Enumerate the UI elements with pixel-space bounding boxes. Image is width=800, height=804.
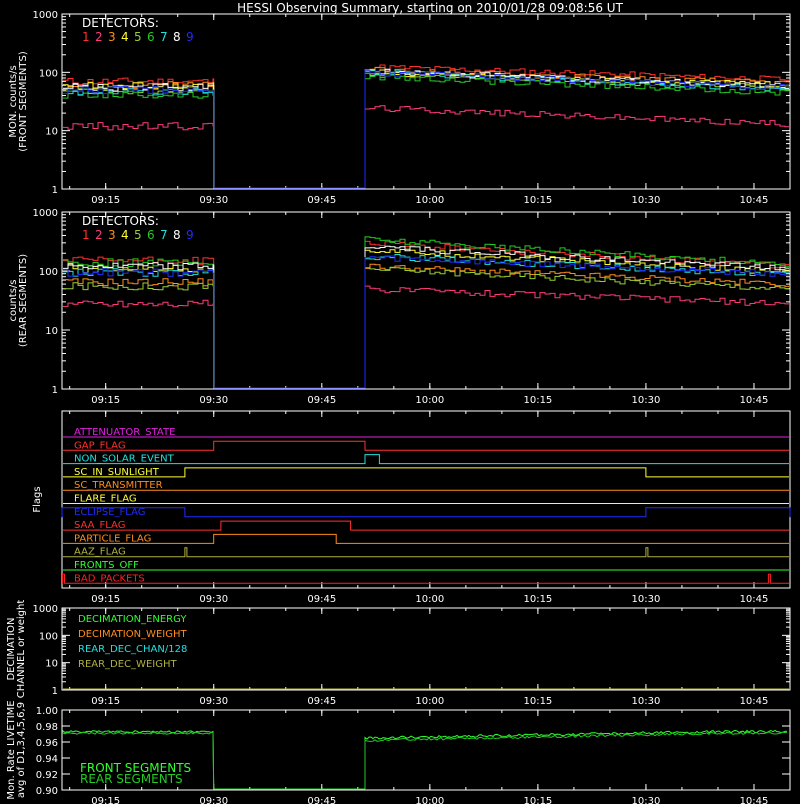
- decimation-panel-xtick-label: 09:15: [91, 696, 121, 707]
- front-panel-legend-det-6: 6: [147, 30, 155, 44]
- livetime-panel-xtick-label: 10:00: [415, 796, 445, 804]
- front-panel-legend-det-1: 1: [82, 30, 90, 44]
- front-panel-legend-det-3: 3: [108, 30, 116, 44]
- rear-panel-ytick-label: 1: [51, 385, 58, 396]
- front-panel-frame: [62, 14, 790, 189]
- rear-panel-legend-det-5: 5: [134, 228, 142, 242]
- front-panel-xtick-label: 10:45: [739, 195, 769, 206]
- flags-panel-flag-label: SC_TRANSMITTER: [74, 480, 163, 492]
- rear-panel-legend-det-4: 4: [121, 228, 129, 242]
- rear-panel-legend-det-7: 7: [160, 228, 168, 242]
- decimation-panel-legend-item: DECIMATION_ENERGY: [78, 614, 187, 625]
- flags-panel-xtick-label: 10:00: [415, 594, 445, 605]
- decimation-panel-xtick-label: 10:00: [415, 696, 445, 707]
- front-panel-legend-det-4: 4: [121, 30, 129, 44]
- front-panel-xtick-label: 10:15: [523, 195, 553, 206]
- flags-panel-xtick-label: 10:30: [631, 594, 661, 605]
- front-panel-ytick-label: 1000: [32, 10, 58, 21]
- decimation-panel-legend-item: DECIMATION_WEIGHT: [78, 629, 187, 640]
- livetime-panel-ylabel: Mon. Rate LIVETIME: [6, 700, 17, 800]
- livetime-panel-ytick-label: 0.90: [35, 786, 58, 797]
- flags-panel-flag-line: [63, 534, 789, 543]
- flags-panel-flag-line: [63, 441, 789, 450]
- front-panel-xtick-label: 10:30: [631, 195, 661, 206]
- flags-panel-flag-line: [63, 521, 789, 530]
- decimation-panel-xtick-label: 09:45: [307, 696, 337, 707]
- rear-panel-xtick-label: 10:45: [739, 395, 769, 406]
- front-panel-legend-title: DETECTORS:: [82, 16, 159, 30]
- decimation-panel-ylabel: CHANNEL or weight: [16, 599, 27, 699]
- flags-panel-xtick-label: 09:30: [199, 594, 229, 605]
- rear-panel-xtick-label: 09:30: [199, 395, 229, 406]
- decimation-panel-ylabel: DECIMATION: [6, 617, 17, 681]
- rear-panel-series-det-5: [63, 267, 789, 388]
- flags-panel-flag-line: [63, 574, 790, 583]
- decimation-panel-legend-item: REAR_DEC_WEIGHT: [78, 659, 177, 670]
- front-panel-series-det-2: [63, 106, 789, 188]
- front-panel-legend-det-5: 5: [134, 30, 142, 44]
- flags-panel-flag-line: [62, 508, 790, 517]
- livetime-panel-ytick-label: 0.96: [35, 738, 58, 749]
- decimation-panel-xtick-label: 10:45: [739, 696, 769, 707]
- front-panel-xtick-label: 10:00: [415, 195, 445, 206]
- front-panel-legend-det-2: 2: [95, 30, 103, 44]
- decimation-panel-ytick-label: 1000: [32, 604, 58, 615]
- rear-panel-series-det-7: [63, 255, 789, 389]
- decimation-panel-ytick-label: 100: [38, 631, 58, 643]
- rear-panel-xtick-label: 10:30: [631, 395, 661, 406]
- decimation-panel-legend-item: REAR_DEC_CHAN/128: [78, 644, 188, 655]
- flags-panel-xtick-label: 09:15: [91, 594, 121, 605]
- decimation-panel-xtick-label: 09:30: [199, 696, 229, 707]
- livetime-panel-legend-item: FRONT SEGMENTS: [80, 761, 192, 775]
- rear-panel-legend-det-3: 3: [108, 228, 116, 242]
- flags-panel-flag-label: AAZ_FLAG: [74, 546, 126, 558]
- front-panel-xtick-label: 09:15: [91, 195, 121, 206]
- flags-panel-flag-label: FLARE_FLAG: [74, 493, 137, 505]
- decimation-panel-xtick-label: 10:15: [523, 696, 553, 707]
- flags-panel-flag-label: ATTENUATOR_STATE: [74, 427, 176, 438]
- rear-panel-series-det-9: [63, 256, 789, 388]
- rear-panel-legend-det-8: 8: [173, 228, 181, 242]
- livetime-panel-ytick-label: 0.98: [35, 722, 58, 733]
- rear-panel-xtick-label: 10:00: [415, 395, 445, 406]
- front-panel-legend-det-8: 8: [173, 30, 181, 44]
- flags-panel-flag-label: PARTICLE_FLAG: [74, 533, 152, 545]
- livetime-panel-xtick-label: 09:30: [199, 796, 229, 804]
- rear-panel-ytick-label: 10: [45, 326, 58, 337]
- decimation-panel-ytick-label: 1: [51, 686, 58, 697]
- front-panel-xtick-label: 09:30: [199, 195, 229, 206]
- livetime-panel-xtick-label: 10:45: [739, 796, 769, 804]
- decimation-panel-xtick-label: 10:30: [631, 696, 661, 707]
- livetime-panel-xtick-label: 10:15: [523, 796, 553, 804]
- livetime-panel-ytick-label: 1.00: [35, 706, 58, 717]
- front-panel-xtick-label: 09:45: [307, 195, 337, 206]
- rear-panel-legend-det-1: 1: [82, 228, 90, 242]
- livetime-panel-xtick-label: 09:45: [307, 796, 337, 804]
- rear-panel-legend-det-6: 6: [147, 228, 155, 242]
- livetime-panel-legend-item: REAR SEGMENTS: [80, 772, 183, 786]
- front-panel-ytick-label: 1: [51, 185, 58, 196]
- plot-title: HESSI Observing Summary, starting on 2010/01/28 09:08:56 UT: [237, 1, 623, 15]
- front-panel-ytick-label: 100: [38, 68, 58, 80]
- rear-panel-legend-det-9: 9: [186, 228, 194, 242]
- flags-panel-flag-line: [63, 468, 789, 477]
- rear-panel-series-det-8: [63, 246, 789, 388]
- front-panel-legend-det-9: 9: [186, 30, 194, 44]
- livetime-panel-xtick-label: 09:15: [91, 796, 121, 804]
- decimation-panel-ytick-label: 10: [45, 658, 58, 670]
- rear-panel-ylabel: (REAR SEGMENTS): [18, 253, 29, 348]
- rear-panel-ytick-label: 1000: [32, 208, 58, 219]
- front-panel-ylabel: MON. counts/s: [8, 65, 19, 138]
- rear-panel-xtick-label: 09:45: [307, 395, 337, 406]
- livetime-panel-xtick-label: 10:30: [631, 796, 661, 804]
- flags-panel-xtick-label: 09:45: [307, 594, 337, 605]
- flags-panel-xtick-label: 10:45: [739, 594, 769, 605]
- flags-panel-flag-label: BAD_PACKETS: [74, 573, 145, 585]
- rear-panel-xtick-label: 10:15: [523, 395, 553, 406]
- livetime-panel-ylabel: avg of D1,3,4,5,6,9: [16, 701, 27, 799]
- rear-panel-xtick-label: 09:15: [91, 395, 121, 406]
- flags-panel-flag-line: [63, 548, 789, 557]
- livetime-panel-ytick-label: 0.92: [35, 770, 58, 781]
- flags-panel-flag-label: NON_SOLAR_EVENT: [74, 453, 174, 465]
- rear-panel-legend-title: DETECTORS:: [82, 214, 159, 228]
- rear-panel-ytick-label: 100: [38, 267, 58, 278]
- rear-panel-series-det-2: [63, 286, 789, 388]
- rear-panel-legend-det-2: 2: [95, 228, 103, 242]
- front-panel-ylabel: (FRONT SEGMENTS): [18, 51, 29, 152]
- rear-panel-ylabel: counts/s: [8, 279, 19, 322]
- flags-panel-flag-label: SC_IN_SUNLIGHT: [74, 466, 159, 478]
- flags-panel-xtick-label: 10:15: [523, 594, 553, 605]
- front-panel-ytick-label: 10: [45, 126, 58, 138]
- flags-panel-flag-label: GAP_FLAG: [74, 440, 126, 452]
- livetime-panel-ytick-label: 0.94: [35, 754, 58, 765]
- flags-panel-flag-label: FRONTS_OFF: [74, 560, 139, 571]
- flags-panel-flag-label: SAA_FLAG: [74, 520, 126, 532]
- front-panel-legend-det-7: 7: [160, 30, 168, 44]
- flags-panel-ylabel: Flags: [32, 486, 43, 513]
- flags-panel-flag-label: ECLIPSE_FLAG: [74, 506, 146, 518]
